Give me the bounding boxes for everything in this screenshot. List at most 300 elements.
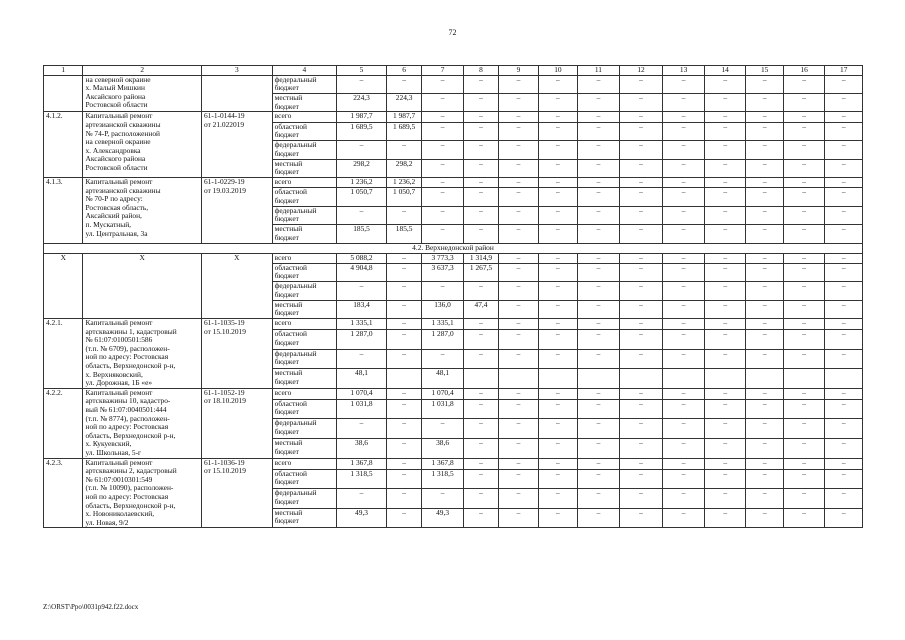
amount-cell: – bbox=[538, 177, 577, 187]
funding-source bbox=[272, 419, 336, 439]
cell-line: ул. Центральная, 3а bbox=[85, 228, 148, 238]
cell-line: Капитальный ремонт bbox=[85, 111, 153, 121]
amount-cell: – bbox=[704, 419, 746, 439]
amount-cell: – bbox=[704, 458, 746, 469]
amount-cell: – bbox=[783, 330, 825, 350]
amount-cell: – bbox=[746, 122, 783, 140]
amount-cell: – bbox=[463, 489, 498, 509]
amount-cell: – bbox=[386, 263, 421, 281]
column-number-15: 15 bbox=[746, 66, 783, 76]
amount-cell: – bbox=[499, 508, 538, 528]
amount-cell: – bbox=[538, 188, 577, 206]
cell-line: бюджет bbox=[274, 148, 299, 158]
amount-cell: 38,6 bbox=[337, 438, 387, 458]
item-code: 4.2.2. bbox=[44, 388, 83, 458]
amount-cell: – bbox=[825, 188, 863, 206]
amount-cell: 1 287,0 bbox=[422, 330, 464, 350]
amount-cell: 1 267,5 bbox=[463, 263, 498, 281]
amount-cell: – bbox=[386, 349, 421, 369]
amount-cell: – bbox=[783, 177, 825, 187]
cell-line: бюджет bbox=[274, 271, 299, 281]
amount-cell: – bbox=[337, 349, 387, 369]
amount-cell: – bbox=[663, 188, 705, 206]
amount-cell: – bbox=[746, 253, 783, 263]
amount-cell: – bbox=[578, 419, 620, 439]
amount-cell: 4 904,8 bbox=[337, 263, 387, 281]
amount-cell: – bbox=[783, 263, 825, 281]
amount-cell: – bbox=[499, 206, 538, 224]
amount-cell: – bbox=[783, 159, 825, 177]
amount-cell: – bbox=[619, 177, 663, 187]
amount-cell: – bbox=[704, 319, 746, 330]
amount-cell: – bbox=[663, 282, 705, 300]
amount-cell: – bbox=[663, 399, 705, 419]
funding-source: всего bbox=[272, 388, 336, 399]
amount-cell: – bbox=[386, 458, 421, 469]
amount-cell: – bbox=[663, 141, 705, 159]
column-number-16: 16 bbox=[783, 66, 825, 76]
amount-cell: – bbox=[538, 458, 577, 469]
funding-source bbox=[272, 489, 336, 509]
amount-cell: 298,2 bbox=[337, 159, 387, 177]
amount-cell: – bbox=[825, 469, 863, 489]
amount-cell: – bbox=[538, 508, 577, 528]
amount-cell: – bbox=[578, 388, 620, 399]
amount-cell: 1 689,5 bbox=[386, 122, 421, 140]
amount-cell: – bbox=[746, 508, 783, 528]
amount-cell: – bbox=[499, 330, 538, 350]
cell-line: бюджет bbox=[274, 407, 299, 417]
item-name bbox=[83, 75, 201, 112]
cell-line: п. Мускатный, bbox=[85, 219, 132, 229]
amount-cell: – bbox=[337, 75, 387, 93]
cell-line: (т.п. № 10090), расположен- bbox=[85, 483, 174, 493]
amount-cell: – bbox=[386, 75, 421, 93]
amount-cell: – bbox=[538, 206, 577, 224]
amount-cell: – bbox=[422, 206, 464, 224]
amount-cell: – bbox=[704, 438, 746, 458]
amount-cell: – bbox=[578, 263, 620, 281]
item-code: 4.1.2. bbox=[44, 112, 83, 178]
amount-cell: – bbox=[463, 112, 498, 122]
amount-cell: 1 314,9 bbox=[463, 253, 498, 263]
amount-cell bbox=[825, 369, 863, 389]
amount-cell: – bbox=[704, 263, 746, 281]
amount-cell: – bbox=[783, 399, 825, 419]
amount-cell: – bbox=[578, 75, 620, 93]
amount-cell: 49,3 bbox=[337, 508, 387, 528]
amount-cell: – bbox=[746, 225, 783, 243]
amount-cell: – bbox=[704, 388, 746, 399]
amount-cell: – bbox=[704, 75, 746, 93]
amount-cell: – bbox=[578, 330, 620, 350]
amount-cell: – bbox=[499, 458, 538, 469]
cell-line: на северной окраине bbox=[85, 137, 151, 147]
amount-cell: – bbox=[619, 469, 663, 489]
amount-cell: – bbox=[619, 438, 663, 458]
amount-cell: – bbox=[783, 141, 825, 159]
amount-cell: – bbox=[463, 75, 498, 93]
item-name bbox=[83, 458, 201, 528]
amount-cell: – bbox=[538, 300, 577, 318]
column-number-11: 11 bbox=[578, 66, 620, 76]
cell-line: Аксайского района bbox=[85, 154, 146, 164]
funding-source: всего bbox=[272, 458, 336, 469]
amount-cell: – bbox=[746, 319, 783, 330]
amount-cell: – bbox=[825, 263, 863, 281]
amount-cell: – bbox=[337, 206, 387, 224]
column-number-4: 4 bbox=[272, 66, 336, 76]
amount-cell bbox=[386, 369, 421, 389]
cell-line: х. Кукуевский, bbox=[85, 439, 132, 449]
amount-cell: – bbox=[825, 399, 863, 419]
amount-cell: 48,1 bbox=[422, 369, 464, 389]
funding-source: всего bbox=[272, 112, 336, 122]
amount-cell: – bbox=[746, 489, 783, 509]
cell-line: (т.п. № 6709), расположен- bbox=[85, 343, 170, 353]
amount-cell: – bbox=[704, 177, 746, 187]
amount-cell: – bbox=[538, 399, 577, 419]
amount-cell: – bbox=[704, 112, 746, 122]
amount-cell: – bbox=[825, 300, 863, 318]
amount-cell bbox=[746, 369, 783, 389]
amount-cell: – bbox=[783, 508, 825, 528]
amount-cell: 1 031,8 bbox=[337, 399, 387, 419]
amount-cell bbox=[783, 369, 825, 389]
amount-cell: – bbox=[704, 489, 746, 509]
amount-cell: – bbox=[386, 508, 421, 528]
amount-cell: – bbox=[422, 177, 464, 187]
amount-cell: – bbox=[704, 159, 746, 177]
amount-cell: – bbox=[783, 206, 825, 224]
amount-cell: – bbox=[578, 112, 620, 122]
amount-cell: – bbox=[499, 388, 538, 399]
cell-line: область, Верхнедонской р-н, bbox=[85, 361, 176, 371]
amount-cell: – bbox=[783, 75, 825, 93]
cell-line: ул. Дорожная, 1Б «е» bbox=[85, 378, 153, 388]
item-name bbox=[83, 177, 201, 243]
amount-cell bbox=[578, 369, 620, 389]
amount-cell: 224,3 bbox=[386, 93, 421, 111]
cell-line: бюджет bbox=[274, 446, 299, 456]
cell-line: местный bbox=[274, 159, 303, 168]
amount-cell: – bbox=[386, 489, 421, 509]
amount-cell: – bbox=[825, 330, 863, 350]
cell-line: область, Верхнедонской р-н, bbox=[85, 500, 176, 510]
amount-cell: 185,5 bbox=[337, 225, 387, 243]
amount-cell: 48,1 bbox=[337, 369, 387, 389]
amount-cell: – bbox=[663, 330, 705, 350]
budget-table bbox=[43, 65, 863, 528]
funding-source bbox=[272, 349, 336, 369]
amount-cell: – bbox=[337, 419, 387, 439]
amount-cell: – bbox=[746, 75, 783, 93]
column-number-5: 5 bbox=[337, 66, 387, 76]
amount-cell: – bbox=[578, 141, 620, 159]
amount-cell: – bbox=[825, 177, 863, 187]
amount-cell: – bbox=[463, 93, 498, 111]
item-code: X bbox=[44, 253, 83, 319]
amount-cell: – bbox=[825, 112, 863, 122]
funding-source bbox=[272, 159, 336, 177]
amount-cell: – bbox=[704, 282, 746, 300]
amount-cell: – bbox=[499, 489, 538, 509]
table-row bbox=[44, 458, 863, 469]
cell-line: ной по адресу: Ростовская bbox=[85, 422, 169, 432]
amount-cell: – bbox=[386, 141, 421, 159]
amount-cell: – bbox=[663, 225, 705, 243]
funding-source bbox=[272, 141, 336, 159]
funding-source bbox=[272, 369, 336, 389]
column-number-13: 13 bbox=[663, 66, 705, 76]
amount-cell: – bbox=[783, 93, 825, 111]
amount-cell: 1 987,7 bbox=[386, 112, 421, 122]
cell-line: ной по адресу: Ростовская bbox=[85, 491, 169, 501]
amount-cell: – bbox=[825, 225, 863, 243]
amount-cell: – bbox=[619, 282, 663, 300]
cell-line: от 15.10.2019 bbox=[203, 466, 246, 476]
item-code: 4.2.1. bbox=[44, 319, 83, 389]
cell-line: № 70-Р по адресу: bbox=[85, 194, 143, 204]
amount-cell: – bbox=[783, 122, 825, 140]
table-row bbox=[44, 253, 863, 263]
cell-line: вый № 61:07:0040501:444 bbox=[85, 405, 167, 414]
amount-cell: – bbox=[746, 458, 783, 469]
amount-cell: – bbox=[578, 122, 620, 140]
amount-cell: – bbox=[746, 419, 783, 439]
amount-cell: – bbox=[619, 225, 663, 243]
column-number-12: 12 bbox=[619, 66, 663, 76]
amount-cell: – bbox=[463, 319, 498, 330]
amount-cell: – bbox=[337, 141, 387, 159]
cell-line: бюджет bbox=[274, 357, 299, 367]
amount-cell: 1 070,4 bbox=[337, 388, 387, 399]
amount-cell bbox=[538, 369, 577, 389]
amount-cell: – bbox=[499, 93, 538, 111]
amount-cell: – bbox=[337, 282, 387, 300]
amount-cell: – bbox=[619, 349, 663, 369]
cell-line: местный bbox=[274, 300, 303, 309]
amount-cell: – bbox=[783, 388, 825, 399]
amount-cell: – bbox=[746, 188, 783, 206]
amount-cell: – bbox=[746, 399, 783, 419]
amount-cell: 298,2 bbox=[386, 159, 421, 177]
amount-cell: – bbox=[825, 319, 863, 330]
amount-cell: – bbox=[619, 253, 663, 263]
amount-cell: 1 335,1 bbox=[337, 319, 387, 330]
cell-line: бюджет bbox=[274, 130, 299, 140]
amount-cell: – bbox=[704, 188, 746, 206]
amount-cell: – bbox=[825, 388, 863, 399]
amount-cell: – bbox=[619, 300, 663, 318]
amount-cell: – bbox=[538, 253, 577, 263]
amount-cell: – bbox=[386, 399, 421, 419]
amount-cell: – bbox=[783, 282, 825, 300]
amount-cell: 183,4 bbox=[337, 300, 387, 318]
amount-cell: – bbox=[499, 75, 538, 93]
section-title: 4.2. Верхнедонской район bbox=[44, 243, 863, 253]
amount-cell: – bbox=[663, 253, 705, 263]
amount-cell: – bbox=[538, 282, 577, 300]
amount-cell: 1 031,8 bbox=[422, 399, 464, 419]
amount-cell: – bbox=[463, 438, 498, 458]
amount-cell: – bbox=[499, 177, 538, 187]
amount-cell: – bbox=[499, 438, 538, 458]
amount-cell: – bbox=[386, 282, 421, 300]
amount-cell: – bbox=[619, 508, 663, 528]
amount-cell: – bbox=[746, 159, 783, 177]
permit-document bbox=[201, 388, 272, 458]
amount-cell: – bbox=[578, 508, 620, 528]
amount-cell: – bbox=[463, 388, 498, 399]
amount-cell: 1 987,7 bbox=[337, 112, 387, 122]
amount-cell: – bbox=[704, 93, 746, 111]
amount-cell: – bbox=[746, 282, 783, 300]
amount-cell: – bbox=[663, 177, 705, 187]
amount-cell: – bbox=[386, 253, 421, 263]
amount-cell: – bbox=[746, 300, 783, 318]
cell-line: артскважины 1, кадастровый bbox=[85, 326, 177, 336]
amount-cell: – bbox=[663, 419, 705, 439]
amount-cell: 5 088,2 bbox=[337, 253, 387, 263]
cell-line: Аксайского района bbox=[85, 91, 146, 101]
amount-cell: – bbox=[463, 141, 498, 159]
amount-cell: – bbox=[704, 206, 746, 224]
amount-cell: – bbox=[422, 188, 464, 206]
amount-cell: – bbox=[746, 93, 783, 111]
amount-cell: – bbox=[704, 330, 746, 350]
amount-cell: – bbox=[386, 330, 421, 350]
funding-source bbox=[272, 469, 336, 489]
amount-cell: – bbox=[619, 263, 663, 281]
cell-line: (т.п. № 8774), расположен- bbox=[85, 413, 170, 423]
amount-cell: 1 689,5 bbox=[337, 122, 387, 140]
cell-line: бюджет bbox=[274, 289, 299, 299]
amount-cell: – bbox=[619, 206, 663, 224]
amount-cell: – bbox=[422, 225, 464, 243]
amount-cell: – bbox=[783, 112, 825, 122]
amount-cell: – bbox=[538, 319, 577, 330]
column-number-7: 7 bbox=[422, 66, 464, 76]
amount-cell: – bbox=[619, 399, 663, 419]
amount-cell: – bbox=[704, 399, 746, 419]
amount-cell: – bbox=[499, 399, 538, 419]
amount-cell: – bbox=[746, 206, 783, 224]
amount-cell: – bbox=[746, 438, 783, 458]
cell-line: местный bbox=[274, 224, 303, 234]
amount-cell: – bbox=[422, 489, 464, 509]
cell-line: от 19.03.2019 bbox=[203, 185, 246, 195]
cell-line: х. Малый Мишкин bbox=[85, 83, 145, 93]
cell-line: Капитальный ремонт bbox=[85, 458, 153, 467]
cell-line: местный bbox=[274, 93, 303, 102]
cell-line: № 61:07:0100501:586 bbox=[85, 335, 153, 345]
amount-cell: – bbox=[578, 469, 620, 489]
cell-line: бюджет bbox=[274, 337, 299, 347]
amount-cell: – bbox=[463, 508, 498, 528]
cell-line: X bbox=[234, 253, 240, 262]
amount-cell: – bbox=[825, 489, 863, 509]
amount-cell: – bbox=[499, 300, 538, 318]
amount-cell: 185,5 bbox=[386, 225, 421, 243]
amount-cell: – bbox=[538, 419, 577, 439]
amount-cell: – bbox=[825, 349, 863, 369]
amount-cell: – bbox=[463, 330, 498, 350]
amount-cell: – bbox=[746, 112, 783, 122]
amount-cell: – bbox=[578, 300, 620, 318]
table-row bbox=[44, 112, 863, 122]
item-name bbox=[83, 319, 201, 389]
amount-cell: – bbox=[783, 349, 825, 369]
amount-cell: – bbox=[578, 225, 620, 243]
cell-line: бюджет bbox=[274, 376, 299, 386]
amount-cell: – bbox=[578, 253, 620, 263]
amount-cell: – bbox=[825, 438, 863, 458]
amount-cell: – bbox=[619, 141, 663, 159]
amount-cell: 1 236,2 bbox=[337, 177, 387, 187]
amount-cell: – bbox=[619, 458, 663, 469]
cell-line: Аксайский район, bbox=[85, 211, 142, 221]
cell-line: ной по адресу: Ростовская bbox=[85, 352, 169, 362]
amount-cell: – bbox=[538, 122, 577, 140]
table-row bbox=[44, 177, 863, 187]
amount-cell: – bbox=[538, 438, 577, 458]
amount-cell bbox=[704, 369, 746, 389]
table-body bbox=[44, 66, 863, 528]
amount-cell: – bbox=[463, 469, 498, 489]
amount-cell: – bbox=[463, 206, 498, 224]
amount-cell bbox=[499, 369, 538, 389]
cell-line: местный bbox=[274, 368, 303, 378]
amount-cell: – bbox=[422, 141, 464, 159]
amount-cell: – bbox=[578, 159, 620, 177]
cell-line: Ростовской области bbox=[85, 100, 148, 110]
amount-cell: – bbox=[825, 93, 863, 111]
cell-line: областной bbox=[274, 469, 307, 478]
funding-source bbox=[272, 330, 336, 350]
amount-cell: – bbox=[825, 253, 863, 263]
amount-cell: – bbox=[663, 508, 705, 528]
cell-line: Ростовская область, bbox=[85, 202, 149, 212]
amount-cell: – bbox=[663, 159, 705, 177]
amount-cell: – bbox=[499, 263, 538, 281]
cell-line: от 15.10.2019 bbox=[203, 326, 246, 336]
cell-line: X bbox=[139, 253, 145, 262]
amount-cell: – bbox=[825, 141, 863, 159]
amount-cell: – bbox=[704, 300, 746, 318]
amount-cell: – bbox=[422, 75, 464, 93]
cell-line: федеральный bbox=[274, 281, 317, 291]
cell-line: артезианской скважины bbox=[85, 185, 161, 195]
amount-cell: – bbox=[499, 349, 538, 369]
amount-cell: – bbox=[538, 489, 577, 509]
amount-cell: – bbox=[499, 225, 538, 243]
amount-cell: – bbox=[663, 489, 705, 509]
amount-cell: – bbox=[825, 75, 863, 93]
amount-cell: – bbox=[538, 263, 577, 281]
funding-source bbox=[272, 438, 336, 458]
amount-cell: – bbox=[578, 282, 620, 300]
amount-cell: – bbox=[704, 141, 746, 159]
amount-cell: – bbox=[538, 330, 577, 350]
cell-line: 61-1-1036-19 bbox=[203, 458, 245, 467]
column-number-6: 6 bbox=[386, 66, 421, 76]
cell-line: федеральный bbox=[274, 349, 317, 358]
amount-cell bbox=[663, 369, 705, 389]
amount-cell: – bbox=[619, 419, 663, 439]
permit-document bbox=[201, 112, 272, 178]
amount-cell: 1 318,5 bbox=[337, 469, 387, 489]
